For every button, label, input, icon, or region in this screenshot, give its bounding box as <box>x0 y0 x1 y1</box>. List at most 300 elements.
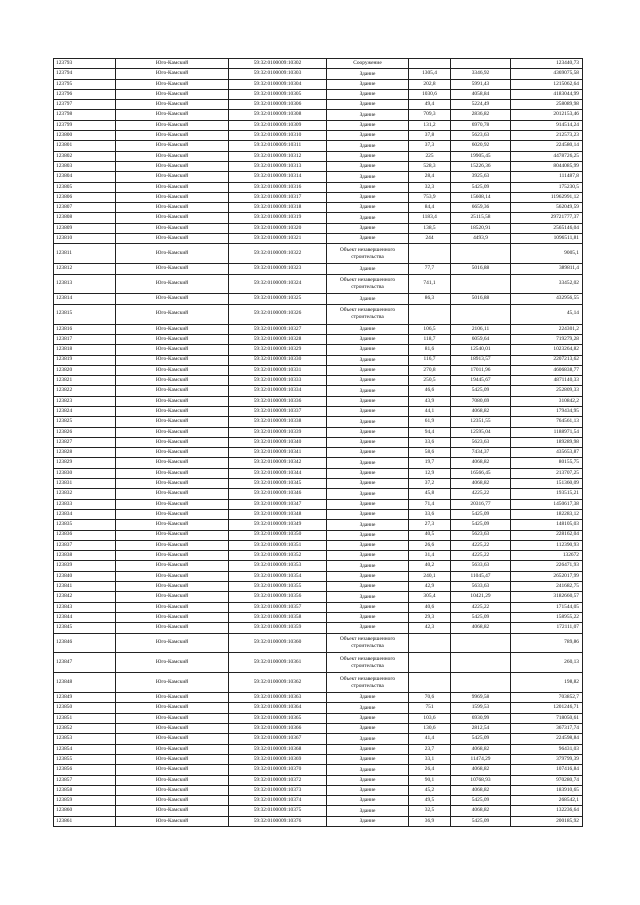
cell-cadastral-number: 59:32:0100009:10318 <box>229 203 327 213</box>
cell-cadastral-number: 59:32:0100009:10342 <box>229 458 327 468</box>
cell-cadastral-number: 59:32:0100009:10351 <box>229 540 327 550</box>
cell-object-id: 123817 <box>54 334 116 344</box>
cell-cadastral-number: 59:32:0100009:10354 <box>229 571 327 581</box>
table-row <box>54 499 583 509</box>
cell-unit-value: 15608,14 <box>451 192 511 202</box>
cell-unit-value: 4225,22 <box>451 602 511 612</box>
cell-object-id: 123850 <box>54 703 116 713</box>
cell-area: 709,3 <box>409 110 451 120</box>
cell-area: 741,1 <box>409 274 451 294</box>
cell-cadastral-value: 2012153,46 <box>511 110 583 120</box>
cell-object-type: Здание <box>327 131 409 141</box>
cell-object-id: 123837 <box>54 540 116 550</box>
cell-unit-value <box>451 304 511 324</box>
table-row <box>54 673 583 693</box>
cell-unit-value: 7080,69 <box>451 396 511 406</box>
cell-unit-value: 16566,45 <box>451 468 511 478</box>
cell-cadastral-value: 4606838,77 <box>511 365 583 375</box>
cell-object-type: Здание <box>327 203 409 213</box>
cell-object-id: 123841 <box>54 582 116 592</box>
cell-unit-value: 5425,09 <box>451 386 511 396</box>
cell-object-id: 123846 <box>54 633 116 653</box>
cell-object-type: Здание <box>327 592 409 602</box>
cell-area: 58,6 <box>409 448 451 458</box>
cell-object-type: Здание <box>327 703 409 713</box>
cell-district: Юго-Камский <box>116 509 229 519</box>
cell-cadastral-number: 59:32:0100009:10364 <box>229 703 327 713</box>
table-row <box>54 304 583 324</box>
cell-object-type: Здание <box>327 754 409 764</box>
table-row <box>54 693 583 703</box>
cell-district: Юго-Камский <box>116 623 229 633</box>
cell-cadastral-number: 59:32:0100009:10319 <box>229 213 327 223</box>
cell-unit-value: 12595,04 <box>451 427 511 437</box>
cell-cadastral-number: 59:32:0100009:10365 <box>229 713 327 723</box>
cell-district: Юго-Камский <box>116 151 229 161</box>
table-row <box>54 223 583 233</box>
cell-district: Юго-Камский <box>116 592 229 602</box>
cell-district: Юго-Камский <box>116 304 229 324</box>
cell-object-type: Здание <box>327 775 409 785</box>
cell-object-type: Здание <box>327 806 409 816</box>
cell-cadastral-value: 11962991,12 <box>511 192 583 202</box>
cell-cadastral-value: 158955,22 <box>511 612 583 622</box>
cell-area: 32,3 <box>409 182 451 192</box>
cell-object-id: 123844 <box>54 612 116 622</box>
table-row <box>54 602 583 612</box>
cell-district: Юго-Камский <box>116 172 229 182</box>
cell-district: Юго-Камский <box>116 203 229 213</box>
cell-district: Юго-Камский <box>116 274 229 294</box>
cell-area: 28,4 <box>409 172 451 182</box>
cell-district: Юго-Камский <box>116 775 229 785</box>
cell-district: Юго-Камский <box>116 223 229 233</box>
table-row <box>54 816 583 826</box>
cell-unit-value: 2836,82 <box>451 110 511 120</box>
cell-district: Юго-Камский <box>116 806 229 816</box>
cell-cadastral-value: 112390,93 <box>511 540 583 550</box>
cell-object-id: 123819 <box>54 355 116 365</box>
cell-area: 90,1 <box>409 775 451 785</box>
cell-unit-value: 5425,09 <box>451 796 511 806</box>
cell-area: 528,3 <box>409 161 451 171</box>
table-row <box>54 592 583 602</box>
cell-unit-value: 5016,88 <box>451 294 511 304</box>
table-row <box>54 785 583 795</box>
table-row <box>54 458 583 468</box>
cell-cadastral-number: 59:32:0100009:10344 <box>229 468 327 478</box>
cell-cadastral-number: 59:32:0100009:10376 <box>229 816 327 826</box>
cell-cadastral-number: 59:32:0100009:10333 <box>229 376 327 386</box>
cell-cadastral-value: 200185,92 <box>511 816 583 826</box>
cell-cadastral-number: 59:32:0100009:10334 <box>229 386 327 396</box>
cell-cadastral-value: 1450617,38 <box>511 499 583 509</box>
cell-district: Юго-Камский <box>116 724 229 734</box>
cell-cadastral-value: 1215062,64 <box>511 79 583 89</box>
cell-district: Юго-Камский <box>116 437 229 447</box>
cell-district: Юго-Камский <box>116 633 229 653</box>
cell-area: 1305,4 <box>409 69 451 79</box>
cell-area: 31,4 <box>409 551 451 561</box>
cell-unit-value: 5633,63 <box>451 561 511 571</box>
cell-unit-value <box>451 244 511 264</box>
cell-area: 81,6 <box>409 345 451 355</box>
cell-unit-value: 11474,29 <box>451 754 511 764</box>
table-row <box>54 633 583 653</box>
cell-object-id: 123826 <box>54 427 116 437</box>
cell-unit-value: 5425,09 <box>451 509 511 519</box>
cell-cadastral-value: 96431,03 <box>511 744 583 754</box>
cell-cadastral-value: 2565146,04 <box>511 223 583 233</box>
cell-cadastral-number: 59:32:0100009:10328 <box>229 334 327 344</box>
cell-object-type: Здание <box>327 182 409 192</box>
cell-area <box>409 633 451 653</box>
cell-area: 26,6 <box>409 540 451 550</box>
cell-cadastral-value: 719279,28 <box>511 334 583 344</box>
cell-object-type: Здание <box>327 785 409 795</box>
cell-district: Юго-Камский <box>116 602 229 612</box>
cell-area <box>409 673 451 693</box>
cell-unit-value: 5991,43 <box>451 79 511 89</box>
table-row <box>54 406 583 416</box>
cell-cadastral-number: 59:32:0100009:10336 <box>229 396 327 406</box>
cell-unit-value: 6659,36 <box>451 203 511 213</box>
cell-object-type: Здание <box>327 623 409 633</box>
cell-cadastral-number: 59:32:0100009:10374 <box>229 796 327 806</box>
cell-object-id: 123801 <box>54 141 116 151</box>
cell-unit-value: 11045,47 <box>451 571 511 581</box>
cell-object-type: Здание <box>327 713 409 723</box>
cell-district: Юго-Камский <box>116 345 229 355</box>
cell-object-id: 123815 <box>54 304 116 324</box>
cell-unit-value: 18913,57 <box>451 355 511 365</box>
cell-object-type: Здание <box>327 79 409 89</box>
cell-cadastral-value: 175230,5 <box>511 182 583 192</box>
cell-cadastral-number: 59:32:0100009:10302 <box>229 59 327 69</box>
cell-cadastral-value: 111487,8 <box>511 172 583 182</box>
cell-object-type: Здание <box>327 540 409 550</box>
cell-cadastral-value: 1201246,71 <box>511 703 583 713</box>
cell-object-id: 123852 <box>54 724 116 734</box>
table-row <box>54 79 583 89</box>
table-row <box>54 623 583 633</box>
table-row <box>54 775 583 785</box>
cell-cadastral-number: 59:32:0100009:10369 <box>229 754 327 764</box>
cell-cadastral-value: 4183044,99 <box>511 89 583 99</box>
cell-area: 118,7 <box>409 334 451 344</box>
cell-unit-value: 6059,64 <box>451 334 511 344</box>
cell-object-type: Здание <box>327 499 409 509</box>
cell-cadastral-number: 59:32:0100009:10347 <box>229 499 327 509</box>
cell-object-type: Здание <box>327 509 409 519</box>
cell-cadastral-value: 1188971,54 <box>511 427 583 437</box>
cell-object-type: Объект незавершенного строительства <box>327 274 409 294</box>
cell-object-id: 123825 <box>54 417 116 427</box>
cell-object-id: 123827 <box>54 437 116 447</box>
cell-area: 753,9 <box>409 192 451 202</box>
cell-object-type: Здание <box>327 172 409 182</box>
cell-district: Юго-Камский <box>116 693 229 703</box>
cell-object-id: 123851 <box>54 713 116 723</box>
cell-cadastral-number: 59:32:0100009:10313 <box>229 161 327 171</box>
cell-district: Юго-Камский <box>116 673 229 693</box>
cell-object-type: Здание <box>327 100 409 110</box>
cell-district: Юго-Камский <box>116 571 229 581</box>
table-row <box>54 89 583 99</box>
cell-unit-value: 4225,22 <box>451 489 511 499</box>
cell-area: 44,1 <box>409 406 451 416</box>
cell-area: 23,7 <box>409 744 451 754</box>
cell-object-type: Здание <box>327 406 409 416</box>
cell-cadastral-number: 59:32:0100009:10312 <box>229 151 327 161</box>
cell-district: Юго-Камский <box>116 520 229 530</box>
cell-cadastral-value: 764561,13 <box>511 417 583 427</box>
cell-unit-value <box>451 274 511 294</box>
cell-area: 36,9 <box>409 816 451 826</box>
cell-cadastral-number: 59:32:0100009:10325 <box>229 294 327 304</box>
cell-unit-value: 3346,92 <box>451 69 511 79</box>
cell-object-type: Здание <box>327 458 409 468</box>
cell-cadastral-number: 59:32:0100009:10352 <box>229 551 327 561</box>
cell-cadastral-number: 59:32:0100009:10309 <box>229 120 327 130</box>
cell-object-type: Здание <box>327 796 409 806</box>
cell-district: Юго-Камский <box>116 458 229 468</box>
table-row <box>54 376 583 386</box>
cell-cadastral-value: 4871140,33 <box>511 376 583 386</box>
cell-object-id: 123822 <box>54 386 116 396</box>
cell-object-type: Здание <box>327 365 409 375</box>
cell-cadastral-value: 212573,23 <box>511 131 583 141</box>
cell-cadastral-value: 310842,2 <box>511 396 583 406</box>
cell-district: Юго-Камский <box>116 69 229 79</box>
cell-unit-value: 6930,99 <box>451 713 511 723</box>
cell-unit-value: 4493,9 <box>451 234 511 244</box>
cell-area: 27,3 <box>409 520 451 530</box>
cell-unit-value: 4068,82 <box>451 765 511 775</box>
cell-cadastral-value: 151360,09 <box>511 479 583 489</box>
cell-district: Юго-Камский <box>116 396 229 406</box>
cell-unit-value: 19445,67 <box>451 376 511 386</box>
cell-cadastral-value: 435653,87 <box>511 448 583 458</box>
table-row <box>54 234 583 244</box>
cell-object-type: Здание <box>327 816 409 826</box>
cell-object-type: Здание <box>327 489 409 499</box>
cell-area: 33,6 <box>409 437 451 447</box>
table-row <box>54 582 583 592</box>
table-row <box>54 294 583 304</box>
cell-district: Юго-Камский <box>116 365 229 375</box>
table-row <box>54 244 583 264</box>
cell-object-type: Здание <box>327 334 409 344</box>
cell-district: Юго-Камский <box>116 334 229 344</box>
cell-district: Юго-Камский <box>116 386 229 396</box>
table-row <box>54 172 583 182</box>
table-row <box>54 161 583 171</box>
cell-unit-value: 5425,09 <box>451 612 511 622</box>
cell-district: Юго-Камский <box>116 234 229 244</box>
cell-district: Юго-Камский <box>116 540 229 550</box>
cell-cadastral-value: 789,86 <box>511 633 583 653</box>
table-row <box>54 274 583 294</box>
cell-cadastral-value: 189289,98 <box>511 437 583 447</box>
cell-cadastral-value: 224301,2 <box>511 324 583 334</box>
cell-cadastral-number: 59:32:0100009:10366 <box>229 724 327 734</box>
cell-district: Юго-Камский <box>116 448 229 458</box>
cell-district: Юго-Камский <box>116 110 229 120</box>
table-row <box>54 110 583 120</box>
table-row <box>54 489 583 499</box>
cell-object-id: 123814 <box>54 294 116 304</box>
cell-object-type: Здание <box>327 376 409 386</box>
cell-object-type: Объект незавершенного строительства <box>327 244 409 264</box>
cell-unit-value: 4058,84 <box>451 89 511 99</box>
cell-district: Юго-Камский <box>116 324 229 334</box>
cell-cadastral-number: 59:32:0100009:10329 <box>229 345 327 355</box>
cell-object-type: Здание <box>327 294 409 304</box>
table-row <box>54 479 583 489</box>
cell-district: Юго-Камский <box>116 796 229 806</box>
cell-object-type: Здание <box>327 69 409 79</box>
cell-object-type: Объект незавершенного строительства <box>327 304 409 324</box>
cell-object-id: 123831 <box>54 479 116 489</box>
table-row <box>54 324 583 334</box>
cell-object-id: 123809 <box>54 223 116 233</box>
cell-cadastral-value: 1096511,81 <box>511 234 583 244</box>
cell-object-id: 123793 <box>54 59 116 69</box>
cell-object-type: Здание <box>327 479 409 489</box>
cell-district: Юго-Камский <box>116 59 229 69</box>
table-row <box>54 141 583 151</box>
cell-cadastral-number: 59:32:0100009:10375 <box>229 806 327 816</box>
cell-object-id: 123830 <box>54 468 116 478</box>
table-row <box>54 264 583 274</box>
cell-unit-value: 5623,63 <box>451 437 511 447</box>
cell-district: Юго-Камский <box>116 79 229 89</box>
cell-object-type: Здание <box>327 561 409 571</box>
cell-cadastral-number: 59:32:0100009:10320 <box>229 223 327 233</box>
cell-cadastral-value: 179434,95 <box>511 406 583 416</box>
cell-object-id: 123803 <box>54 161 116 171</box>
table-row <box>54 703 583 713</box>
cell-cadastral-value: 252809,33 <box>511 386 583 396</box>
cell-area: 71,4 <box>409 499 451 509</box>
table-row <box>54 561 583 571</box>
cell-area: 42,9 <box>409 582 451 592</box>
cell-area: 29,3 <box>409 612 451 622</box>
cell-district: Юго-Камский <box>116 355 229 365</box>
cell-cadastral-number: 59:32:0100009:10362 <box>229 673 327 693</box>
cell-object-type: Здание <box>327 345 409 355</box>
table-row <box>54 386 583 396</box>
table-row <box>54 806 583 816</box>
table-row <box>54 653 583 673</box>
cell-unit-value: 9969,58 <box>451 693 511 703</box>
cell-district: Юго-Камский <box>116 376 229 386</box>
cell-district: Юго-Камский <box>116 561 229 571</box>
table-row <box>54 734 583 744</box>
cell-object-type: Здание <box>327 234 409 244</box>
cell-cadastral-value: 198,82 <box>511 673 583 693</box>
cell-cadastral-number: 59:32:0100009:10339 <box>229 427 327 437</box>
cell-object-type: Здание <box>327 141 409 151</box>
cell-object-id: 123794 <box>54 69 116 79</box>
cell-object-type: Здание <box>327 324 409 334</box>
cell-unit-value: 5425,09 <box>451 816 511 826</box>
table-row <box>54 334 583 344</box>
cell-area: 77,7 <box>409 264 451 274</box>
cell-object-id: 123848 <box>54 673 116 693</box>
table-row <box>54 754 583 764</box>
cell-district: Юго-Камский <box>116 734 229 744</box>
cell-object-type: Здание <box>327 582 409 592</box>
table-row <box>54 765 583 775</box>
cell-unit-value: 5425,09 <box>451 182 511 192</box>
cell-object-type: Здание <box>327 427 409 437</box>
cell-area: 37,8 <box>409 131 451 141</box>
cell-area: 45,2 <box>409 785 451 795</box>
table-row <box>54 437 583 447</box>
cell-object-id: 123820 <box>54 365 116 375</box>
cell-district: Юго-Камский <box>116 612 229 622</box>
cell-cadastral-value: 718050,61 <box>511 713 583 723</box>
cell-object-type: Здание <box>327 89 409 99</box>
cell-area: 1030,6 <box>409 89 451 99</box>
cell-cadastral-number: 59:32:0100009:10327 <box>229 324 327 334</box>
cell-object-type: Объект незавершенного строительства <box>327 633 409 653</box>
cell-cadastral-value: 224598,84 <box>511 734 583 744</box>
cell-object-id: 123796 <box>54 89 116 99</box>
cell-cadastral-value: 970280,74 <box>511 775 583 785</box>
cell-object-id: 123806 <box>54 192 116 202</box>
cell-object-id: 123829 <box>54 458 116 468</box>
cell-object-id: 123805 <box>54 182 116 192</box>
cell-area: 32,5 <box>409 806 451 816</box>
cell-area: 86,3 <box>409 294 451 304</box>
cell-unit-value: 5623,63 <box>451 131 511 141</box>
cell-area: 61,9 <box>409 417 451 427</box>
cell-district: Юго-Камский <box>116 582 229 592</box>
cell-object-type: Здание <box>327 571 409 581</box>
table-row <box>54 396 583 406</box>
cell-area: 202,8 <box>409 79 451 89</box>
cell-area: 130,6 <box>409 724 451 734</box>
cell-cadastral-number: 59:32:0100009:10372 <box>229 775 327 785</box>
cell-object-type: Здание <box>327 110 409 120</box>
cell-cadastral-value: 379799,39 <box>511 754 583 764</box>
cell-district: Юго-Камский <box>116 182 229 192</box>
cell-district: Юго-Камский <box>116 89 229 99</box>
cell-unit-value <box>451 653 511 673</box>
cell-object-id: 123857 <box>54 775 116 785</box>
table-row <box>54 59 583 69</box>
cell-area: 84,4 <box>409 203 451 213</box>
cell-object-id: 123840 <box>54 571 116 581</box>
cell-object-id: 123849 <box>54 693 116 703</box>
cell-unit-value: 5425,09 <box>451 520 511 530</box>
cell-object-id: 123845 <box>54 623 116 633</box>
cell-district: Юго-Камский <box>116 161 229 171</box>
cell-object-id: 123802 <box>54 151 116 161</box>
cell-object-id: 123807 <box>54 203 116 213</box>
cell-object-type: Здание <box>327 386 409 396</box>
cell-district: Юго-Камский <box>116 192 229 202</box>
cell-area: 250,5 <box>409 376 451 386</box>
cell-object-id: 123799 <box>54 120 116 130</box>
cell-area <box>409 244 451 264</box>
cell-unit-value: 4068,82 <box>451 458 511 468</box>
cell-object-id: 123811 <box>54 244 116 264</box>
table-row <box>54 203 583 213</box>
